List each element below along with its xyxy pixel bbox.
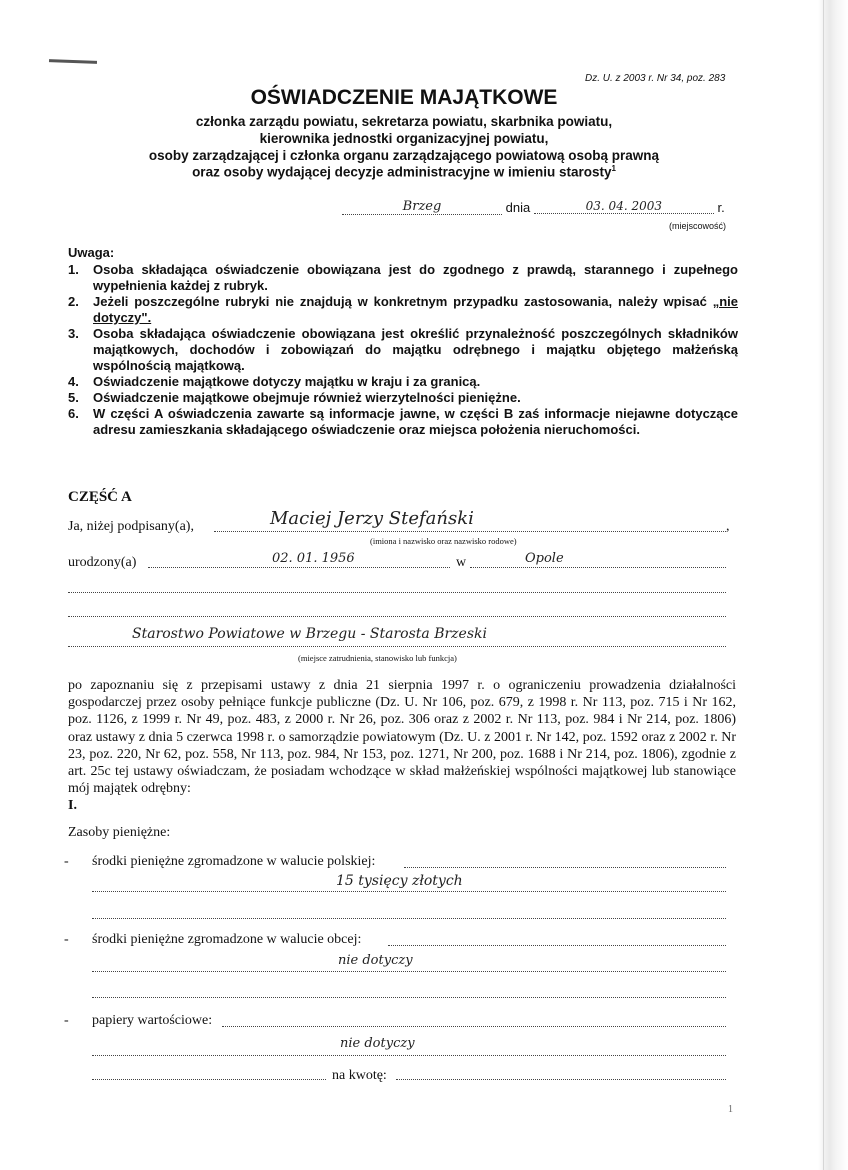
securities-field[interactable] xyxy=(222,1026,726,1027)
name-handwriting: Maciej Jerzy Stefański xyxy=(270,508,474,529)
blank-line[interactable] xyxy=(92,918,726,919)
note-item: 4. Oświadczenie majątkowe dotyczy majątku w kraju i za granicą. xyxy=(68,374,481,389)
note-item: 2. Jeżeli poszczególne rubryki nie znajdują w konkretnym przypadku zastosowania, należy wpisać „nie dotyczy". xyxy=(68,294,738,325)
foreign-handwriting: nie dotyczy xyxy=(338,953,413,968)
blank-line[interactable] xyxy=(68,592,726,593)
instructions xyxy=(68,245,738,438)
pln-value-line[interactable] xyxy=(92,891,726,892)
birth-date-handwriting: 02. 01. 1956 xyxy=(272,551,355,566)
bullet-dash: - xyxy=(64,932,69,947)
securities-handwriting: nie dotyczy xyxy=(340,1036,415,1051)
note-item: 5. Oświadczenie majątkowe obejmuje również wierzytelności pieniężne. xyxy=(68,390,521,405)
part-a-heading: CZĘŚĆ A xyxy=(68,489,132,505)
birth-date-field[interactable] xyxy=(148,567,450,568)
year-suffix: r. xyxy=(717,200,725,215)
foreign-label: środki pieniężne zgromadzone w walucie obcej: xyxy=(92,932,362,947)
place-field[interactable]: Brzeg xyxy=(342,198,502,215)
section-heading: Zasoby pieniężne: xyxy=(68,825,171,840)
notes-label: Uwaga: xyxy=(68,245,115,260)
page-number: 1 xyxy=(728,1104,733,1115)
journal-reference: Dz. U. z 2003 r. Nr 34, poz. 283 xyxy=(585,73,726,84)
securities-label: papiery wartościowe: xyxy=(92,1013,213,1028)
employment-handwriting: Starostwo Powiatowe w Brzegu - Starosta Brzeski xyxy=(132,626,487,642)
employment-field[interactable] xyxy=(68,646,726,647)
birthplace-label: w xyxy=(456,555,467,570)
date-field[interactable]: 03. 04. 2003 xyxy=(534,198,714,214)
foreign-value-line[interactable] xyxy=(92,971,726,972)
pln-label: środki pieniężne zgromadzone w walucie polskiej: xyxy=(92,854,376,869)
place-date-line xyxy=(342,200,725,217)
name-caption: (imiona i nazwisko oraz nazwisko rodowe) xyxy=(370,536,517,546)
section-roman: I. xyxy=(68,798,77,814)
subtitle-line-1: członka zarządu powiatu, sekretarza powiatu, skarbnika powiatu, xyxy=(195,114,613,129)
place-caption: (miejscowość) xyxy=(669,221,727,231)
bullet-dash: - xyxy=(64,854,69,869)
foreign-field[interactable] xyxy=(388,945,726,946)
amount-left-line[interactable] xyxy=(92,1079,326,1080)
footnote-mark: 1 xyxy=(611,164,616,173)
subtitle-line-4: oraz osoby wydającej decyzje administracyjne w imieniu starosty$^1$ xyxy=(192,164,616,180)
bullet-dash: - xyxy=(64,1013,69,1028)
birthplace-field[interactable] xyxy=(470,567,726,568)
comma: , xyxy=(726,519,730,534)
amount-label: na kwotę: xyxy=(332,1068,387,1083)
date-label: dnia xyxy=(505,200,531,215)
born-label: urodzony(a) xyxy=(68,555,137,570)
note-item: 1. Osoba składająca oświadczenie obowiązana jest do zgodnego z prawdą, starannego i zupełnego wypełnienia każdej z rubryk. xyxy=(68,262,738,293)
signed-label: Ja, niżej podpisany(a), xyxy=(68,519,194,534)
securities-value-line[interactable] xyxy=(92,1055,726,1056)
subtitle-line-2: kierownika jednostki organizacyjnej powiatu, xyxy=(259,131,549,146)
pln-handwriting: 15 tysięcy złotych xyxy=(336,873,463,889)
subtitle-line-3: osoby zarządzającej i członka organu zarządzającego powiatową osobą prawną xyxy=(148,148,660,163)
pln-field[interactable] xyxy=(404,867,726,868)
document-title: OŚWIADCZENIE MAJĄTKOWE xyxy=(250,86,558,109)
scan-edge-line xyxy=(823,0,824,1170)
employment-caption: (miejsce zatrudnienia, stanowisko lub funkcja) xyxy=(298,653,457,663)
scan-mark xyxy=(49,59,97,64)
blank-line[interactable] xyxy=(92,997,726,998)
legal-statement: po zapoznaniu się z przepisami ustawy z dnia 21 sierpnia 1997 r. o ograniczeniu prowadzenia działalności gospodarczej przez osoby pełniące funkcje publiczne (Dz. U. Nr 106, poz. 679, z 1998 r. Nr 113, poz. 715 i Nr 162, poz. 1126, z 1999 r. Nr 49, poz. 483, z 2000 r. Nr 26, poz. 306 oraz z 2002 r. Nr 113, poz. 984 i Nr 214, poz. 1806) oraz ustawy z dnia 5 czerwca 1998 r. o samorządzie powiatowym (Dz. U. z 2001 r. Nr 142, poz. 1592 oraz z 2002 r. Nr 23, poz. 220, Nr 62, poz. 558, Nr 113, poz. 984, Nr 153, poz. 1271, Nr 200, poz. 1688 i Nr 214, poz. 1806), zgodnie z art. 25c tej ustawy oświadczam, że posiadam wchodzące w skład małżeńskiej wspólności majątkowej lub stanowiące mój majątek odrębny: I. xyxy=(68,678,736,814)
note-item: 3. Osoba składająca oświadczenie obowiązana jest określić przynależność poszczególnych składników majątkowych, dochodów i zobowiązań do majątku odrębnego i majątku objętego małżeńską wspólnością majątkową. xyxy=(68,326,738,373)
birthplace-handwriting: Opole xyxy=(525,551,564,566)
name-field[interactable] xyxy=(214,531,726,532)
amount-field[interactable] xyxy=(396,1079,726,1080)
note-item: 6. W części A oświadczenia zawarte są informacje jawne, w części B zaś informacje niejawne dotyczące adresu zamieszkania składającego oświadczenie oraz miejsca położenia nieruchomości. xyxy=(68,406,738,437)
blank-line[interactable] xyxy=(68,616,726,617)
